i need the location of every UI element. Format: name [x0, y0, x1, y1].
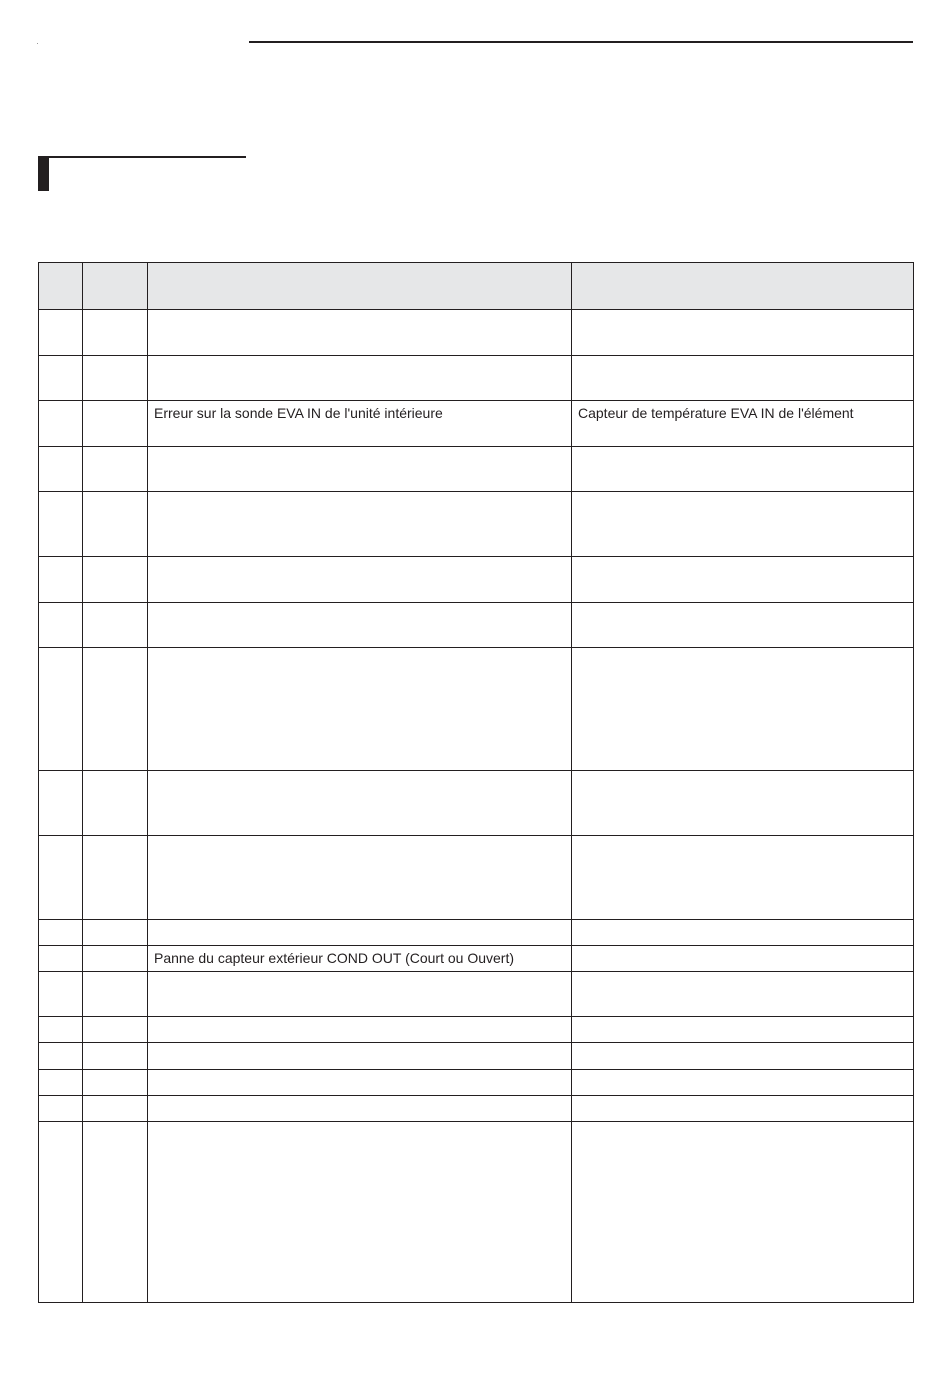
table-row	[39, 836, 914, 920]
table-cell	[572, 1096, 914, 1122]
table-cell	[572, 771, 914, 836]
table-cell	[39, 1070, 83, 1096]
table-cell	[148, 603, 572, 648]
table-cell	[148, 1043, 572, 1070]
table-row	[39, 447, 914, 492]
table-row	[39, 1017, 914, 1043]
table-cell	[39, 603, 83, 648]
table-cell	[39, 648, 83, 771]
table-cell	[148, 310, 572, 356]
table-cell: Panne du capteur extérieur COND OUT (Court ou Ouvert)	[148, 946, 572, 972]
table-cell	[83, 447, 148, 492]
table-row	[39, 603, 914, 648]
table-row	[39, 401, 914, 447]
table-cell	[148, 1070, 572, 1096]
table-cell	[39, 401, 83, 447]
table-cell	[39, 557, 83, 603]
table-cell	[572, 447, 914, 492]
table-cell	[572, 920, 914, 946]
table-cell	[39, 771, 83, 836]
table-row	[39, 946, 914, 972]
table-row	[39, 492, 914, 557]
table-row	[39, 920, 914, 946]
table-row	[39, 356, 914, 401]
table-cell	[83, 1043, 148, 1070]
table-cell	[572, 603, 914, 648]
table-cell	[83, 603, 148, 648]
table-cell	[148, 1096, 572, 1122]
table-row	[39, 1043, 914, 1070]
table-cell	[83, 557, 148, 603]
section-marker-bar	[38, 156, 49, 191]
table-cell: Capteur de température EVA IN de l'élément	[572, 401, 914, 447]
table-cell	[148, 356, 572, 401]
table-row	[39, 1070, 914, 1096]
table-cell	[83, 1096, 148, 1122]
table-cell	[572, 1043, 914, 1070]
table-cell	[148, 771, 572, 836]
table-cell	[572, 1122, 914, 1303]
table-cell	[572, 1017, 914, 1043]
table-cell	[39, 447, 83, 492]
table-row	[39, 972, 914, 1017]
error-code-table	[38, 262, 914, 1303]
table-cell	[148, 972, 572, 1017]
table-cell	[572, 836, 914, 920]
table-cell	[148, 1122, 572, 1303]
table-cell	[39, 492, 83, 557]
header-cell	[572, 263, 914, 310]
table-cell	[572, 946, 914, 972]
table-cell	[39, 1043, 83, 1070]
page-marker	[37, 43, 38, 44]
table-row	[39, 771, 914, 836]
table-row	[39, 1096, 914, 1122]
table-cell	[148, 836, 572, 920]
table-cell	[39, 920, 83, 946]
table-cell	[572, 1070, 914, 1096]
table-row	[39, 310, 914, 356]
table-cell	[572, 492, 914, 557]
header-cell	[83, 263, 148, 310]
header-cell	[148, 263, 572, 310]
header-rule	[249, 41, 913, 43]
header-cell	[39, 263, 83, 310]
table-cell	[572, 557, 914, 603]
section-rule	[49, 156, 246, 158]
table-header-row	[39, 263, 914, 310]
table-cell	[39, 836, 83, 920]
table-row	[39, 557, 914, 603]
table-cell	[148, 447, 572, 492]
table-cell	[572, 356, 914, 401]
table-cell	[83, 946, 148, 972]
table-cell: Erreur sur la sonde EVA IN de l'unité intérieure	[148, 401, 572, 447]
table-cell	[83, 401, 148, 447]
table-cell	[572, 310, 914, 356]
table-cell	[39, 972, 83, 1017]
table-cell	[83, 836, 148, 920]
table-cell	[39, 1096, 83, 1122]
table-cell	[148, 648, 572, 771]
table-cell	[572, 972, 914, 1017]
table-cell	[148, 557, 572, 603]
table-cell	[572, 648, 914, 771]
table-cell	[83, 972, 148, 1017]
table-cell	[83, 492, 148, 557]
table-cell	[83, 920, 148, 946]
table-row	[39, 1122, 914, 1303]
table-cell	[39, 1122, 83, 1303]
table-cell	[83, 1070, 148, 1096]
table-cell	[83, 1017, 148, 1043]
table-cell	[83, 648, 148, 771]
table-cell	[39, 310, 83, 356]
table-cell	[83, 356, 148, 401]
table-cell	[39, 946, 83, 972]
table-cell	[83, 310, 148, 356]
table-cell	[148, 920, 572, 946]
table-cell	[148, 492, 572, 557]
table-cell	[39, 356, 83, 401]
table-row	[39, 648, 914, 771]
table-cell	[83, 771, 148, 836]
table-cell	[83, 1122, 148, 1303]
table-cell	[39, 1017, 83, 1043]
table-cell	[148, 1017, 572, 1043]
